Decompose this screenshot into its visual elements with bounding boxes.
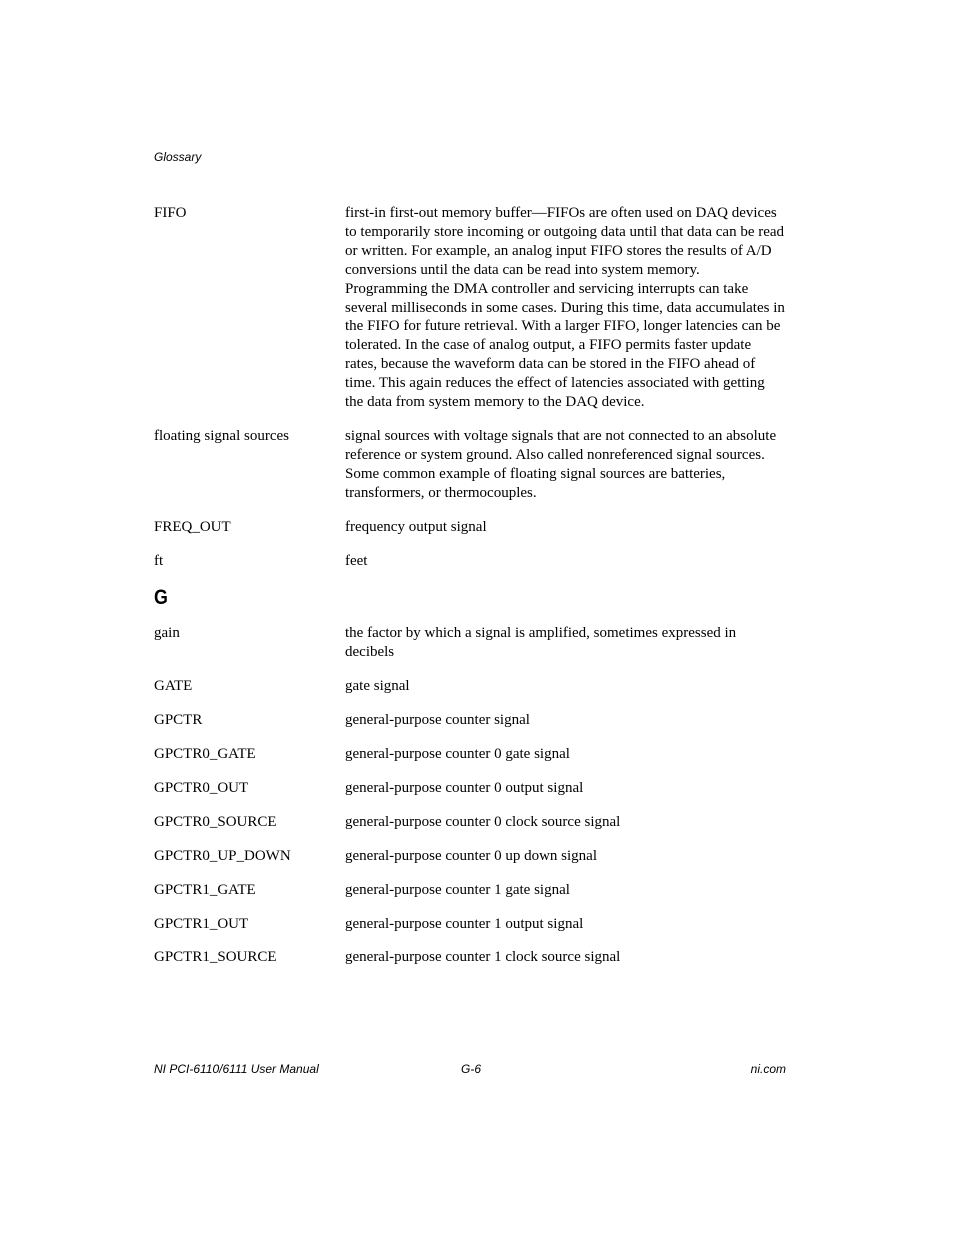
glossary-term: FREQ_OUT xyxy=(154,518,231,535)
glossary-entry xyxy=(154,711,794,730)
glossary-definition: frequency output signal xyxy=(345,518,487,535)
glossary-entry xyxy=(154,881,794,900)
glossary-entry xyxy=(154,552,794,571)
glossary-term: FIFO xyxy=(154,205,187,221)
glossary-term: GATE xyxy=(154,678,193,695)
glossary-definition: general-purpose counter 0 clock source signal xyxy=(345,813,621,830)
glossary-definition: signal sources with voltage signals that are not connected to an absolute reference or system ground. Also called nonreferenced signal sources. Some common example of floating signal sources are batteries, transformers, or thermocouples. xyxy=(345,427,777,501)
glossary-term: GPCTR0_SOURCE xyxy=(154,813,277,830)
glossary-definition: the factor by which a signal is amplified, sometimes expressed in decibels xyxy=(345,625,737,661)
glossary-entry xyxy=(154,915,794,934)
glossary-term: GPCTR0_GATE xyxy=(154,746,256,763)
running-header: Glossary xyxy=(154,150,202,164)
glossary-definition: first-in first-out memory buffer—FIFOs are often used on DAQ devices to temporarily store incoming or outgoing data until that data can be read or written. For example, an analog input FIFO stores the results of A/D conversions until the data can be read into system memory. Programming the DMA controller and servicing interrupts can take several milliseconds in some cases. During this time, data accumulates in the FIFO for future retrieval. With a larger FIFO, longer latencies can be tolerated. In the case of analog output, a FIFO permits faster update rates, because the waveform data can be stored in the FIFO ahead of time. This again reduces the effect of latencies associated with getting the data from system memory to the DAQ device. xyxy=(345,205,785,411)
glossary-definition: general-purpose counter 1 gate signal xyxy=(345,881,570,898)
glossary-term: ft xyxy=(154,552,164,569)
glossary-definition: general-purpose counter 1 clock source signal xyxy=(345,949,621,966)
glossary-term: GPCTR xyxy=(154,712,203,729)
glossary-entry xyxy=(154,204,794,412)
glossary-term: GPCTR1_GATE xyxy=(154,881,256,898)
glossary-entry xyxy=(154,624,794,662)
glossary-term: GPCTR1_OUT xyxy=(154,915,249,932)
glossary-term: gain xyxy=(154,625,180,642)
glossary-entry xyxy=(154,427,794,503)
glossary-definition: general-purpose counter signal xyxy=(345,712,530,729)
glossary-entry xyxy=(154,677,794,696)
footer-website: ni.com xyxy=(750,1062,786,1076)
glossary-definition: general-purpose counter 1 output signal xyxy=(345,915,584,932)
footer-manual-title: NI PCI-6110/6111 User Manual xyxy=(154,1062,319,1076)
glossary-definition: feet xyxy=(345,552,368,569)
glossary-entries xyxy=(154,204,794,982)
glossary-term: GPCTR0_UP_DOWN xyxy=(154,847,291,864)
glossary-term: GPCTR0_OUT xyxy=(154,779,249,796)
glossary-entry xyxy=(154,745,794,764)
glossary-entry xyxy=(154,518,794,537)
glossary-entry xyxy=(154,847,794,866)
glossary-definition: general-purpose counter 0 output signal xyxy=(345,779,584,796)
glossary-term: GPCTR1_SOURCE xyxy=(154,949,277,966)
glossary-entry xyxy=(154,779,794,798)
glossary-definition: general-purpose counter 0 gate signal xyxy=(345,746,570,763)
glossary-definition: gate signal xyxy=(345,678,410,695)
glossary-entry xyxy=(154,948,794,967)
section-letter-heading: G xyxy=(154,586,168,610)
footer-page-number: G-6 xyxy=(461,1062,482,1076)
glossary-entry xyxy=(154,813,794,832)
glossary-definition: general-purpose counter 0 up down signal xyxy=(345,847,598,864)
glossary-term: floating signal sources xyxy=(154,427,289,444)
